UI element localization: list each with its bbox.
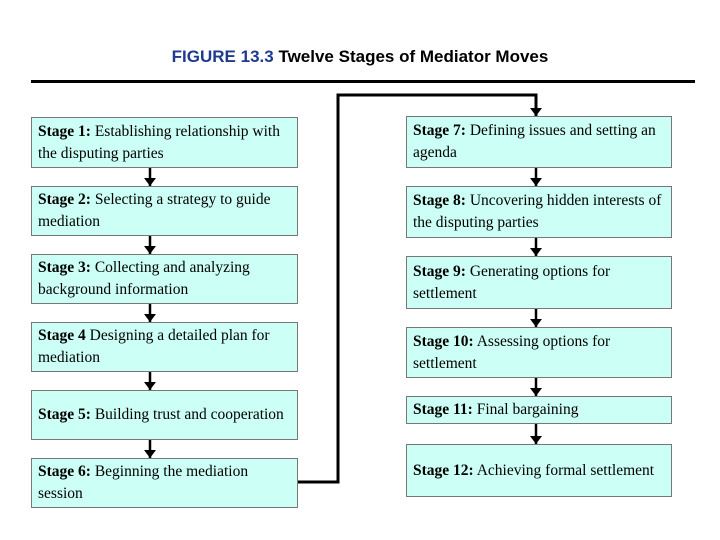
stage-10-box [406,327,672,378]
stage-11-label: Stage 11: [413,401,473,418]
stage-6-box [31,458,298,508]
stage-11-box [406,396,672,424]
stage-1-box [31,117,298,168]
stage-8-box [406,186,672,238]
figure-label: FIGURE [171,47,236,66]
figure-number: 13.3 [240,47,274,66]
stage-9-text: Generating options for settlement [413,262,611,302]
stage-3-box [31,254,298,304]
stage-11-text: Final bargaining [476,401,579,418]
stage-8-label: Stage 8: [413,192,466,209]
stage-8-text: Uncovering hidden interests of the disputing parties [413,192,662,231]
stage-5-text: Building trust and cooperation [94,406,284,423]
stage-7-label: Stage 7: [413,122,466,139]
stage-2-label: Stage 2: [38,191,91,208]
stage-2-text: Selecting a strategy to guide mediation [38,191,271,230]
stage-1-text: Establishing relationship with the disputing parties [38,122,280,162]
stage-2-box [31,186,298,236]
arrowhead-1-2 [144,178,156,186]
figure-title-text: Twelve Stages of Mediator Moves [278,47,549,66]
stage-3-label: Stage 3: [38,259,91,276]
stage-5-label: Stage 5: [38,406,91,423]
stage-10-text: Assessing options for settlement [413,332,611,372]
arrowhead-4-5 [144,382,156,390]
stage-7-box [406,116,672,168]
stage-3-text: Collecting and analyzing background information [38,259,250,298]
arrowhead-6-7 [530,108,542,116]
stage-5-box [31,390,298,440]
stage-10-label: Stage 10: [413,332,474,350]
stage-12-label: Stage 12: [413,461,474,479]
stage-1-label: Stage 1: [38,122,91,140]
arrowhead-3-4 [144,314,156,322]
arrowhead-10-11 [530,388,542,396]
stage-9-label: Stage 9: [413,262,466,280]
stage-6-label: Stage 6: [38,463,91,480]
arrowhead-11-12 [530,436,542,444]
stage-7-text: Defining issues and setting an agenda [413,122,656,161]
stage-4-label: Stage 4 [38,327,86,344]
arrowhead-2-3 [144,246,156,254]
stage-12-box [406,444,672,497]
stage-4-box [31,322,298,372]
arrowhead-7-8 [530,178,542,186]
stage-12-text: Achieving formal settlement [476,461,655,479]
arrowhead-9-10 [530,319,542,327]
arrowhead-8-9 [530,248,542,256]
stage-9-box [406,256,672,309]
arrowhead-5-6 [144,450,156,458]
stage-4-text: Designing a detailed plan for mediation [38,327,270,366]
stage-6-text: Beginning the mediation session [38,463,249,502]
